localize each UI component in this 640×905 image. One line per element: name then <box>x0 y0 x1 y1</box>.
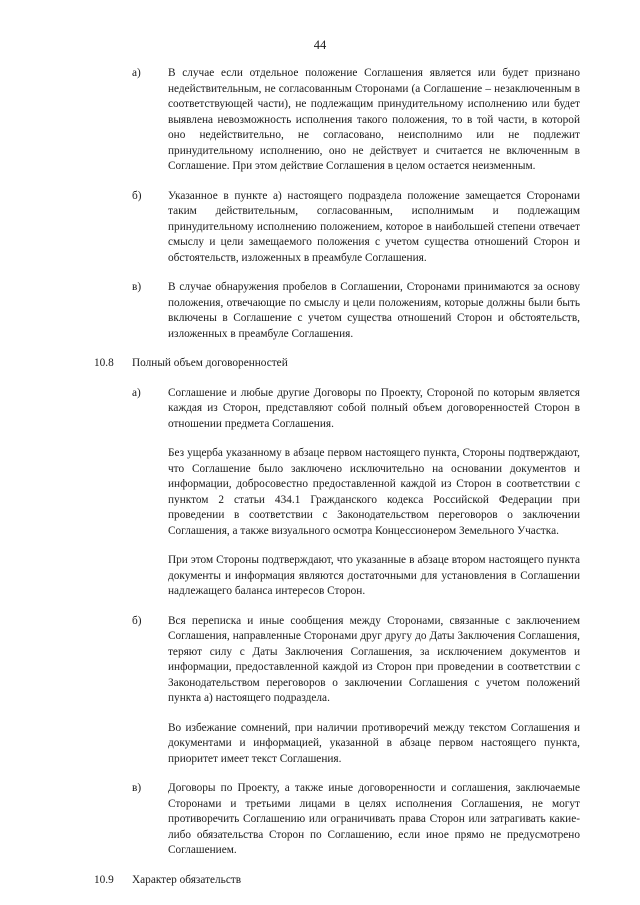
clause-text: В случае если отдельное положение Соглашения является или будет признано недействительным, не согласованным Сторонами (а Соглашение – незаключенным в соответствующей части), не подлежащим принудительному исполнению или будет выявлена невозможность исполнения такого положения, то в той части, в которой оно недействительно, не согласовано, неисполнимо или не подлежит принудительному исполнению, оно не действует и считается не включенным в Соглашение. При этом действие Соглашения в целом остается неизменным. <box>168 67 580 172</box>
clause-item <box>0 386 640 433</box>
clause-marker: а) <box>132 386 141 399</box>
clause-text: Вся переписка и иные сообщения между Сторонами, связанные с заключением Соглашения, направленные Сторонами друг другу до Даты Заключения Соглашения, теряют силу с Даты Заключения Соглашения, за исключением документов и информации, предоставленной каждой из Сторон при проведении в соответствии с Законодательством переговоров о заключении Соглашения с учетом положений пункта а) настоящего подраздела. <box>168 614 580 704</box>
page-number: 44 <box>313 38 327 52</box>
clause-marker: в) <box>132 782 142 794</box>
clause-marker: б) <box>132 614 142 627</box>
clause-text: В случае обнаружения пробелов в Соглашении, Сторонами принимаются за основу положения, отвечающие по смыслу и цели положениям, которые должны были быть включены в Соглашение с учетом существа отношений Сторон и обстоятельств, изложенных в преамбуле Соглашения. <box>168 281 580 340</box>
clause-text: Договоры по Проекту, а также иные договоренности и соглашения, заключаемые Сторонами и третьими лицами в целях исполнения Соглашения, не могут противоречить Соглашению или ограничивать права Сторон или затрагивать какие-либо обязательства Сторон по Соглашению, если иное прямо не предусмотрено Соглашением. <box>168 782 580 856</box>
clause-paragraph: Во избежание сомнений, при наличии противоречий между текстом Соглашения и документами и информацией, указанной в абзаце первом настоящего пункта, приоритет имеет текст Соглашения. <box>168 721 580 765</box>
clause-paragraph: Без ущерба указанному в абзаце первом настоящего пункта, Стороны подтверждают, что Соглашение было заключено исключительно на основании документов и информации, добросовестно предоставленной каждой из Сторон в соответствии с пунктом 2 статьи 434.1 Гражданского кодекса Российской Федерации при проведении в соответствии с Законодательством переговоров о заключении Соглашения, а также визуального осмотра Концессионером Земельного Участка. <box>168 447 580 537</box>
clause-text: Соглашение и любые другие Договоры по Проекту, Стороной по которым является каждая из Сторон, представляют собой полный объем договоренностей Сторон в отношении предмета Соглашения. <box>168 386 580 430</box>
clause-marker: б) <box>132 189 142 202</box>
section-heading <box>0 356 640 372</box>
clause-paragraph: При этом Стороны подтверждают, что указанные в абзаце втором настоящего пункта документы и информация являются достаточными для установления в Соглашении надлежащего баланса интересов Сторон. <box>168 554 580 597</box>
section-number: 10.8 <box>94 357 114 369</box>
clause-item <box>0 781 640 859</box>
section-heading <box>0 873 640 889</box>
section-number: 10.9 <box>94 873 114 886</box>
clause-text: Указанное в пункте а) настоящего подраздела положение замещается Сторонами таким действительным, согласованным, исполнимым и подлежащим принудительному исполнению положением, которое в наибольшей степени отвечает смыслу и цели замещаемого положения с учетом существа отношений Сторон и обстоятельств, изложенных в преамбуле Соглашения. <box>168 189 580 264</box>
clause-item <box>0 189 640 267</box>
clause-marker: в) <box>132 281 142 293</box>
section-title: Полный объем договоренностей <box>132 357 288 369</box>
clause-item <box>0 66 640 175</box>
clause-marker: а) <box>132 67 141 79</box>
clause-item <box>0 280 640 342</box>
document-body <box>0 66 640 902</box>
clause-item <box>0 614 640 707</box>
section-title: Характер обязательств <box>132 873 242 886</box>
